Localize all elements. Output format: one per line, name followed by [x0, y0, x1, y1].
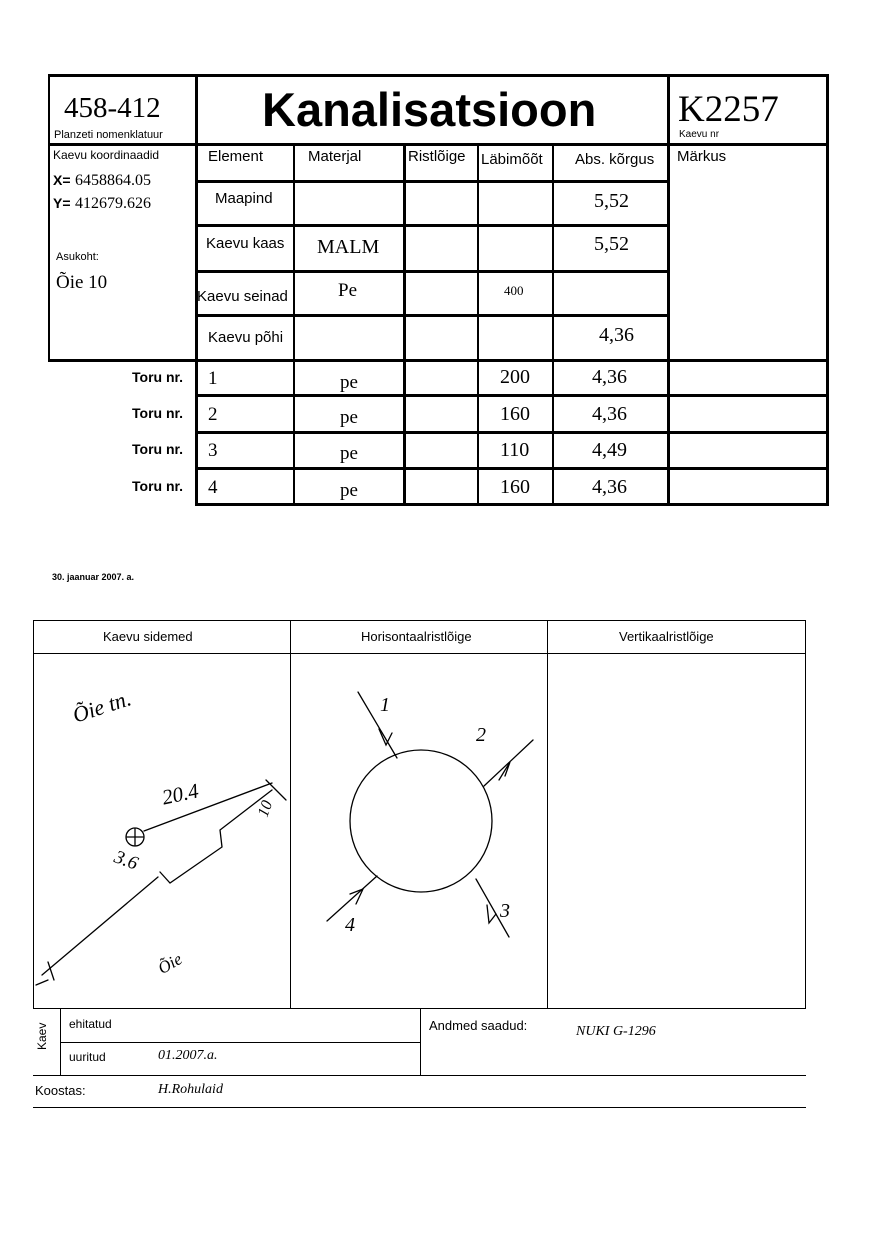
pipe-nr-2: 2	[208, 404, 218, 425]
sketch-header-vertical: Vertikaalristlõige	[619, 629, 714, 644]
row-material-2: Pe	[338, 280, 357, 301]
pipe-material-1: pe	[340, 372, 358, 393]
hw-street-bottom: Õie	[154, 949, 186, 978]
coords-label: Kaevu koordinaadid	[53, 148, 160, 162]
col-header-cross: Ristlõige	[408, 148, 466, 165]
pipe-nr-4: 4	[208, 477, 218, 498]
row-element-0: Maapind	[215, 190, 273, 207]
location-label: Asukoht:	[56, 251, 99, 263]
hw-street-top: Õie tn.	[69, 685, 135, 728]
row-diameter-2: 400	[504, 283, 524, 298]
y-label: Y=	[53, 195, 71, 211]
footer-kaev-label: Kaev	[35, 1022, 49, 1050]
row-element-2: Kaevu seinad	[197, 288, 288, 305]
document-date: 30. jaanuar 2007. a.	[52, 572, 135, 582]
pipe-label-2: Toru nr.	[132, 405, 184, 421]
footer-bottom-line	[33, 1075, 806, 1076]
pipe-label-3: Toru nr.	[132, 441, 184, 457]
footer-surveyed-value: 01.2007.a.	[158, 1048, 218, 1063]
well-label: Kaevu nr	[679, 129, 720, 140]
pipe-label-1: Toru nr.	[132, 369, 184, 385]
pipe-diameter-4: 160	[500, 476, 530, 498]
location-value: Õie 10	[56, 272, 108, 293]
pipe-abs-3: 4,49	[592, 439, 627, 461]
hw-dist-side: 10	[254, 798, 277, 820]
footer-data-value: NUKI G-1296	[576, 1024, 656, 1039]
x-value: 6458864.05	[75, 172, 151, 189]
pipe-material-2: pe	[340, 407, 358, 428]
pipe-diameter-1: 200	[500, 366, 530, 388]
page-title: Kanalisatsioon	[262, 83, 597, 136]
hw-dist-left: 3.6	[111, 846, 141, 875]
measure-line-end	[266, 780, 286, 800]
footer-mid-divider	[420, 1008, 421, 1076]
pipe-abs-4: 4,36	[592, 476, 627, 498]
horizontal-section-circle	[350, 750, 492, 892]
row-material-1: MALM	[317, 236, 380, 258]
pipe-abs-1: 4,36	[592, 366, 627, 388]
x-label: X=	[53, 172, 71, 188]
footer-author-line	[33, 1107, 806, 1108]
pipe-material-3: pe	[340, 443, 358, 464]
row-abs-0: 5,52	[594, 190, 629, 212]
hw-dist-main: 20.4	[159, 778, 201, 810]
hw-pipe-label-4: 4	[345, 914, 355, 936]
pipe-line-2	[484, 740, 533, 786]
sheet-number: 458-412	[64, 92, 161, 124]
sketch-header-horizontal: Horisontaalristlõige	[361, 629, 472, 644]
street-line	[42, 877, 158, 975]
row-abs-3: 4,36	[599, 324, 634, 346]
row-element-3: Kaevu põhi	[208, 329, 284, 346]
row-element-1: Kaevu kaas	[206, 235, 285, 252]
col-header-material: Materjal	[308, 148, 362, 165]
pipe-label-4: Toru nr.	[132, 478, 184, 494]
col-header-element: Element	[208, 148, 264, 165]
pipe-line-1	[358, 692, 397, 758]
footer-data-label: Andmed saadud:	[429, 1018, 528, 1033]
footer-row-line	[60, 1042, 420, 1043]
footer-author-value: H.Rohulaid	[158, 1082, 223, 1097]
footer-surveyed-label: uuritud	[69, 1050, 106, 1064]
y-value: 412679.626	[75, 195, 151, 212]
pipe-abs-2: 4,36	[592, 403, 627, 425]
pipe-diameter-3: 110	[500, 439, 530, 461]
sheet-label: Planzeti nomenklatuur	[54, 129, 163, 141]
hw-pipe-label-1: 1	[380, 694, 390, 716]
col-header-remarks: Märkus	[677, 148, 727, 165]
pipe-nr-1: 1	[208, 368, 218, 389]
pipe-nr-3: 3	[208, 440, 218, 461]
col-header-diameter: Läbimõõt	[481, 151, 543, 168]
footer-built-label: ehitatud	[69, 1017, 112, 1031]
well-number: K2257	[678, 89, 779, 130]
pipe-material-4: pe	[340, 480, 358, 501]
hw-pipe-label-2: 2	[476, 724, 486, 746]
sketch-header-connections: Kaevu sidemed	[103, 629, 193, 644]
col-header-abs: Abs. kõrgus	[575, 151, 655, 168]
footer-author-label: Koostas:	[35, 1083, 86, 1098]
pipe-diameter-2: 160	[500, 403, 530, 425]
hw-pipe-label-3: 3	[500, 900, 510, 922]
row-abs-1: 5,52	[594, 233, 629, 255]
